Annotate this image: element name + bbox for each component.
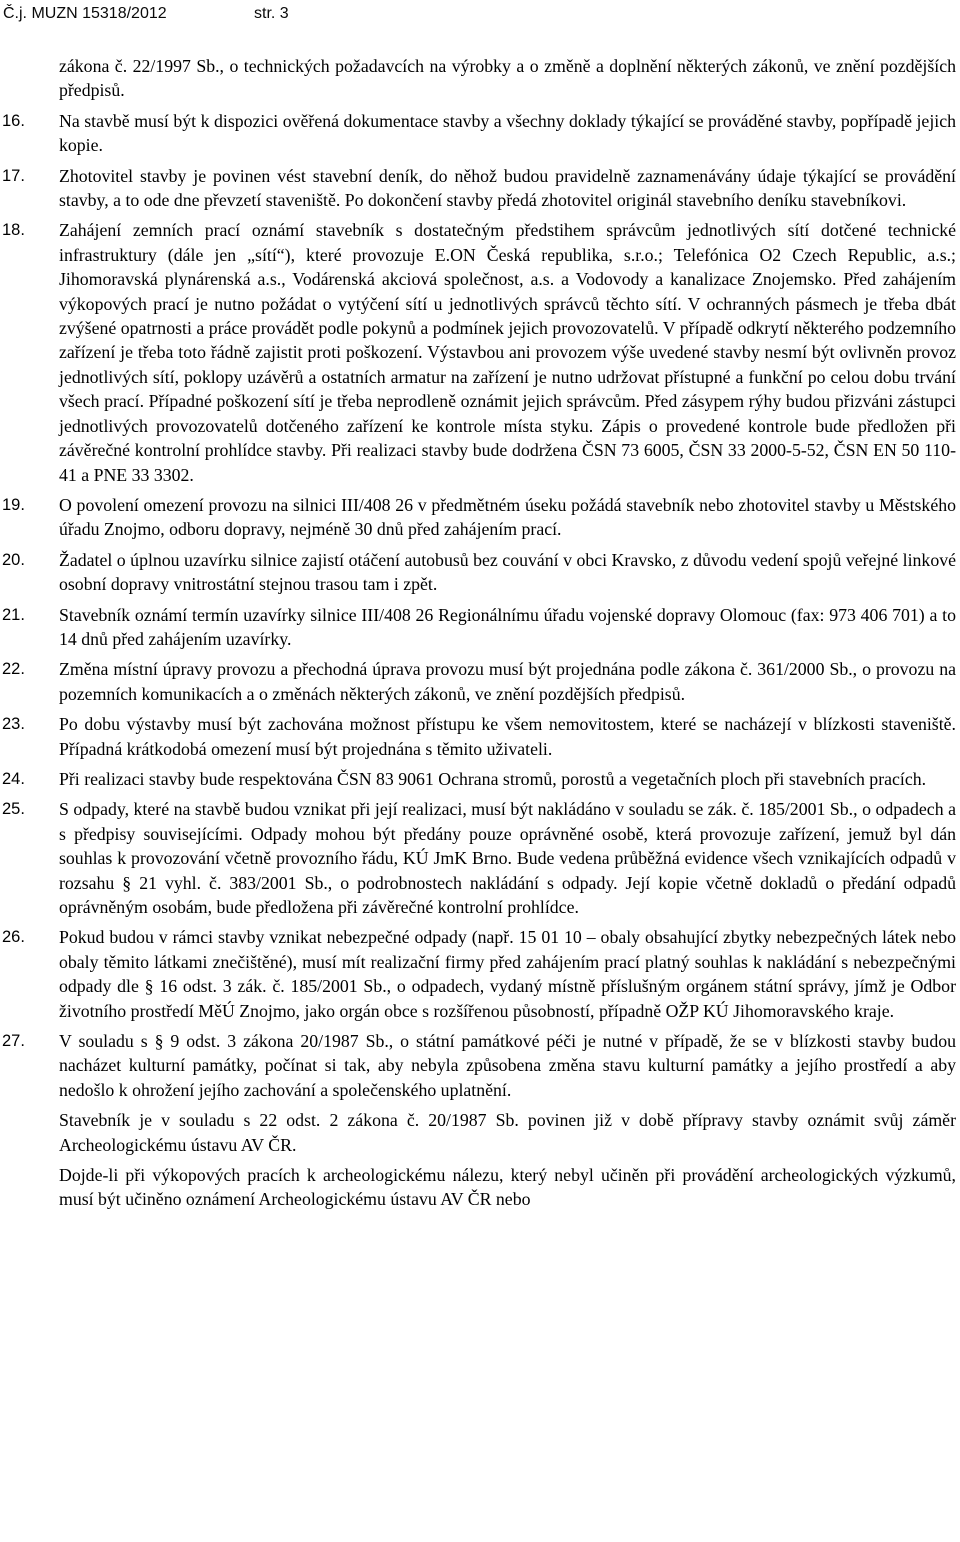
item-number: 19. [2,495,25,514]
item-text: Žadatel o úplnou uzavírku silnice zajistí otáčení autobusů bez couvání v obci Kravsko, z důvodu vedení spojů veřejné linkové osobní dopravy vnitrostátní stejnou trasou tam i zpět. [59,549,956,595]
item-number: 27. [2,1032,25,1051]
item-text: Změna místní úpravy provozu a přechodná úprava provozu musí být projednána podle zákona č. 361/2000 Sb., o provozu na pozemních komunikacích a o změnách některých zákonů, ve znění pozdějších předpisů. [59,659,956,704]
item-text: Zhotovitel stavby je povinen vést stavební deník, do něhož budou pravidelně zaznamenávány údaje týkající se provádění stavby, a to ode dne převzetí staveniště. Po dokončení stavby předá zhotovitel originál stavebního deníku stavebníkovi. [59,165,956,211]
item-number: 20. [2,550,25,569]
page-header [3,4,289,24]
list-item [0,712,960,761]
item-text: Zahájení zemních prací oznámí stavebník s dostatečným předstihem správcům jednotlivých sítí dotčené technické infrastruktury (dále jen „sítí“), které provozuje E.ON Česká republika, s.r.o.; Telefónica O2 Czech Republic, a.s.; Jihomoravská plynárenská a.s., Vodárenská akciová společnost, a.s. a Vodovody a kanalizace Znojemsko. Před zahájením výkopových prací je nutno požádat o vytýčení sítí u jednotlivých správců těchto sítí. V ochranných pásmech je třeba dbát zvýšené opatrnosti a práce provádět podle pokynů a podmínek jejich provozovatelů. V případě odkrytí některého podzemního zařízení je třeba toto řádně zajistit proti poškození. Výstavbou ani provozem výše uvedené stavby nesmí být ovlivněn provoz jednotlivých sítí, poklopy uzávěrů a ostatních armatur na zařízení je nutno udržovat přístupné a funkční po celou dobu trvání všech prací. Případné poškození sítí je třeba neprodleně oznámit jejich správcům. Před zásypem rýhy budou přizváni zástupci jednotlivých provozovatelů dotčeného zařízení ke kontrole místa styku. Zápis o provedené kontrole bude předložen při závěrečné kontrolní prohlídce stavby. Při realizaci stavby bude dodržena ČSN 73 6005, ČSN 33 2000-5-52, ČSN EN 50 110-41 a PNE 33 3302. [59,220,956,485]
item-number: 26. [2,928,25,947]
item-number: 16. [2,111,25,130]
item-number: 21. [2,605,25,624]
list-item [0,109,960,158]
item-text: V souladu s § 9 odst. 3 zákona 20/1987 Sb., o státní památkové péči je nutné v případě, že se v blízkosti stavby budou nacházet kulturní památky, počínat si tak, aby nebyla způsobena změna stavu kulturní památky a jejího prostředí a aby nedošlo k ohrožení jejího zachování a společenského uplatnění. [59,1031,956,1100]
list-item [0,797,960,919]
document-body [0,54,960,1218]
item-text: Stavebník oznámí termín uzavírky silnice III/408 26 Regionálnímu úřadu vojenské dopravy Olomouc (fax: 973 406 701) a to 14 dnů před zahájením uzavírky. [59,604,956,649]
item-number: 23. [2,715,25,734]
item-text: S odpady, které na stavbě budou vznikat při její realizaci, musí být nakládáno v souladu se zák. č. 185/2001 Sb., o odpadech a s předpisy souvisejícími. Odpady mohou být předány pouze oprávněné osobě, která provozuje zařízení, jemuž byl dán souhlas k provozování včetně provozního řádu, KÚ JmK Brno. Bude vedena průběžná evidence všech vznikajících odpadů v rozsahu § 21 vyhl. č. 383/2001 Sb., o podrobnostech nakládání s odpady. Její kopie včetně dokladů o předání odpadů oprávněným osobám, bude předložena při závěrečné kontrolní prohlídce. [59,799,956,917]
item-text: Pokud budou v rámci stavby vznikat nebezpečné odpady (např. 15 01 10 – obaly obsahující zbytky nebezpečných látek nebo obaly těmito látkami znečištěné), musí mít realizační firmy před zahájením prací platný souhlas k nakládání s nebezpečnými odpady dle § 16 odst. 3 zák. č. 185/2001 Sb., o odpadech, vydaný místně příslušným orgánem státní správy, jímž je Odbor životního prostředí MěÚ Znojmo, jako orgán obce s rozšířenou působností, případně OŽP KÚ Jihomoravského kraje. [59,927,956,1021]
list-item [0,218,960,486]
list-item [0,925,960,1023]
item-number: 18. [2,221,25,240]
list-item [0,548,960,597]
item-number: 25. [2,800,25,819]
page-number: str. 3 [254,5,289,22]
item-text: Po dobu výstavby musí být zachována možnost přístupu ke všem nemovitostem, které se nacházejí v blízkosti staveniště. Případná krátkodobá omezení musí být projednána s těmito uživateli. [59,714,956,759]
list-item [0,767,960,791]
item-text: Na stavbě musí být k dispozici ověřená dokumentace stavby a všechny doklady týkající se prováděné stavby, popřípadě jejich kopie. [59,110,956,156]
list-item [0,493,960,542]
list-item [0,657,960,706]
list-item [0,164,960,213]
list-item [0,1029,960,1102]
intro-paragraph: zákona č. 22/1997 Sb., o technických požadavcích na výrobky a o změně a doplnění některých zákonů, ve znění pozdějších předpisů. [59,56,956,101]
continuation-paragraph: Dojde-li při výkopových pracích k archeologickému nálezu, který nebyl učiněn při provádění archeologických výzkumů, musí být učiněno oznámení Archeologickému ústavu AV ČR nebo [59,1165,956,1210]
document-reference: Č.j. MUZN 15318/2012 [3,5,167,22]
item-text: O povolení omezení provozu na silnici III/408 26 v předmětném úseku požádá stavebník nebo zhotovitel stavby u Městského úřadu Znojmo, odboru dopravy, nejméně 30 dnů před zahájením prací. [59,494,956,540]
item-number: 24. [2,769,25,788]
item-number: 22. [2,660,25,679]
item-text: Při realizaci stavby bude respektována ČSN 83 9061 Ochrana stromů, porostů a vegetačních ploch při stavebních pracích. [59,768,927,789]
continuation-paragraph: Stavebník je v souladu s 22 odst. 2 zákona č. 20/1987 Sb. povinen již v době přípravy stavby oznámit svůj záměr Archeologickému ústavu AV ČR. [59,1110,956,1155]
list-item [0,603,960,652]
item-number: 17. [2,166,25,185]
